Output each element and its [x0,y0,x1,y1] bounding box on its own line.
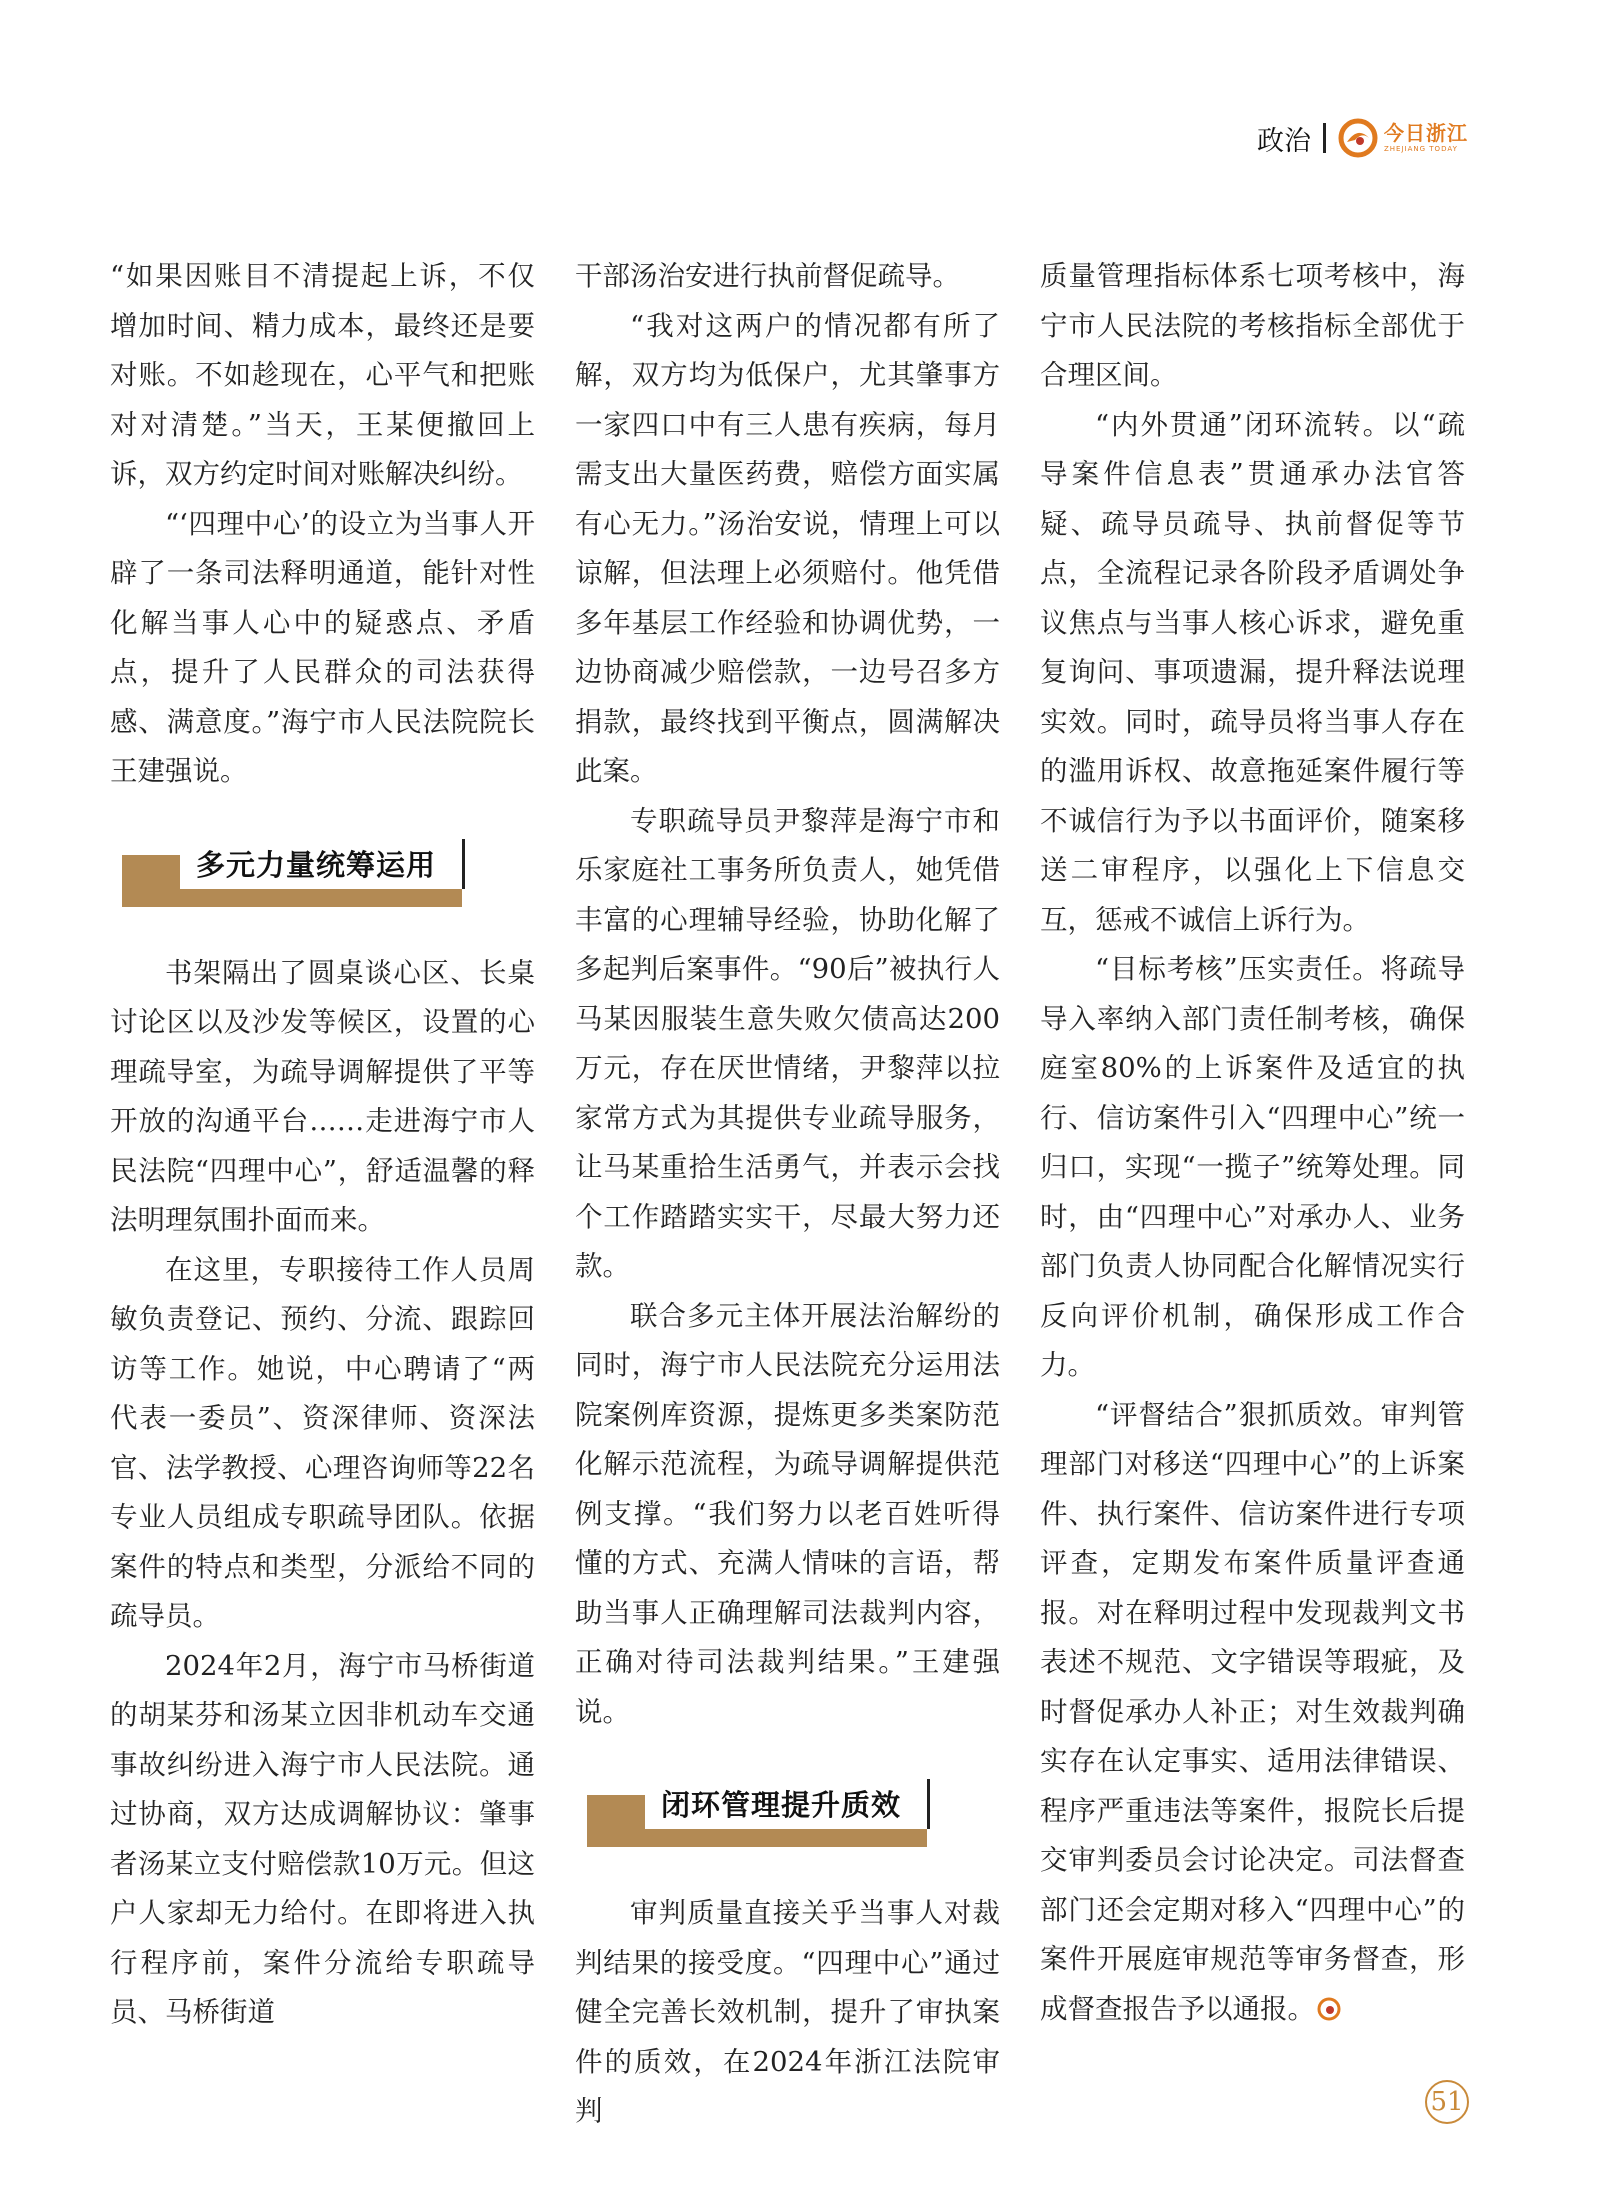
heading-text: 闭环管理提升质效 [661,1788,902,1822]
paragraph: “目标考核”压实责任。将疏导导入率纳入部门责任制考核，确保庭室80%的上诉案件及适宜的执行、信访案件引入“四理中心”统一归口，实现“一揽子”统筹处理。同时，由“四理中心”对承办人、业务部门负责人协同配合化解情况实行反向评价机制，确保形成工作合力。 [1040,953,1465,1381]
header-divider [1323,123,1326,153]
article-column-3 [1040,252,1465,2034]
article-column-1 [110,252,535,2038]
paragraph: 在这里，专职接待工作人员周敏负责登记、预约、分流、跟踪回访等工作。她说，中心聘请了“两代表一委员”、资深律师、资深法官、法学教授、心理咨询师等22名专业人员组成专职疏导团队。依据案件的特点和类型，分派给不同的疏导员。 [110,1253,535,1632]
article-column-2 [575,252,1000,2137]
paragraph-text: “评督结合”狠抓质效。审判管理部门对移送“四理中心”的上诉案件、执行案件、信访案件进行专项评查，定期发布案件质量评查通报。对在释明过程中发现裁判文书表述不规范、文字错误等瑕疵，及时督促承办人补正；对生效裁判确实存在认定事实、适用法律错误、程序严重违法等案件，报院长后提交审判委员会讨论决定。司法督查部门还会定期对移入“四理中心”的案件开展庭审规范等审务督查，形成督查报告予以通报。 [1040,1398,1465,2025]
brand-name: 今日浙江 [1384,121,1468,145]
brand-swirl-icon [1338,118,1378,158]
brand-logo [1338,118,1468,158]
section-heading [575,1779,1000,1845]
paragraph: 专职疏导员尹黎萍是海宁市和乐家庭社工事务所负责人，她凭借丰富的心理辅导经验，协助化解了多起判后案事件。“90后”被执行人马某因服装生意失败欠债高达200万元，存在厌世情绪，尹黎萍以拉家常方式为其提供专业疏导服务，让马某重拾生活勇气，并表示会找个工作踏踏实实干，尽最大努力还款。 [575,804,1000,1282]
page-header [1257,118,1468,158]
section-heading [110,839,535,905]
page-number: 51 [1425,2080,1469,2124]
paragraph-last [1040,1391,1465,2035]
section-label: 政治 [1257,125,1311,157]
paragraph: 联合多元主体开展法治解纷的同时，海宁市人民法院充分运用法院案例库资源，提炼更多类案防范化解示范流程，为疏导调解提供范例支撑。“我们努力以老百姓听得懂的方式、充满人情味的言语，帮助当事人正确理解司法裁判内容，正确对待司法裁判结果。”王建强说。 [575,1299,1000,1728]
paragraph: “内外贯通”闭环流转。以“疏导案件信息表”贯通承办法官答疑、疏导员疏导、执前督促等节点，全流程记录各阶段矛盾调处争议焦点与当事人核心诉求，避免重复询问、事项遗漏，提升释法说理实效。同时，疏导员将当事人存在的滥用诉权、故意拖延案件履行等不诚信行为予以书面评价，随案移送二审程序，以强化上下信息交互，惩戒不诚信上诉行为。 [1040,408,1465,936]
end-mark-icon [1317,1997,1341,2021]
paragraph: 审判质量直接关乎当事人对裁判结果的接受度。“四理中心”通过健全完善长效机制，提升了审执案件的质效，在2024年浙江法院审判 [575,1897,1000,2127]
brand-subtitle: ZHEJIANG TODAY [1384,145,1458,153]
paragraph: 2024年2月，海宁市马桥街道的胡某芬和汤某立因非机动车交通事故纠纷进入海宁市人民法院。通过协商，双方达成调解协议：肇事者汤某立支付赔偿款10万元。但这户人家却无力给付。在即将进入执行程序前，案件分流给专职疏导员、马桥街道 [110,1649,535,2028]
heading-text: 多元力量统筹运用 [196,847,437,882]
paragraph: 书架隔出了圆桌谈心区、长桌讨论区以及沙发等候区，设置的心理疏导室，为疏导调解提供了平等开放的沟通平台……走进海宁市人民法院“四理中心”，舒适温馨的释法明理氛围扑面而来。 [110,956,535,1236]
paragraph: “我对这两户的情况都有所了解，双方均为低保户，尤其肇事方一家四口中有三人患有疾病，每月需支出大量医药费，赔偿方面实属有心无力。”汤治安说，情理上可以谅解，但法理上必须赔付。他凭借多年基层工作经验和协调优势，一边协商减少赔偿款，一边号召多方捐款，最终找到平衡点，圆满解决此案。 [575,309,1000,787]
paragraph: 干部汤治安进行执前督促疏导。 [575,260,960,292]
paragraph: “‘四理中心’的设立为当事人开辟了一条司法释明通道，能针对性化解当事人心中的疑惑点、矛盾点，提升了人民群众的司法获得感、满意度。”海宁市人民法院院长王建强说。 [110,507,535,787]
paragraph: 质量管理指标体系七项考核中，海宁市人民法院的考核指标全部优于合理区间。 [1040,260,1465,391]
paragraph: “如果因账目不清提起上诉，不仅增加时间、精力成本，最终还是要对账。不如趁现在，心平气和把账对对清楚。”当天，王某便撤回上诉，双方约定时间对账解决纠纷。 [110,260,535,490]
